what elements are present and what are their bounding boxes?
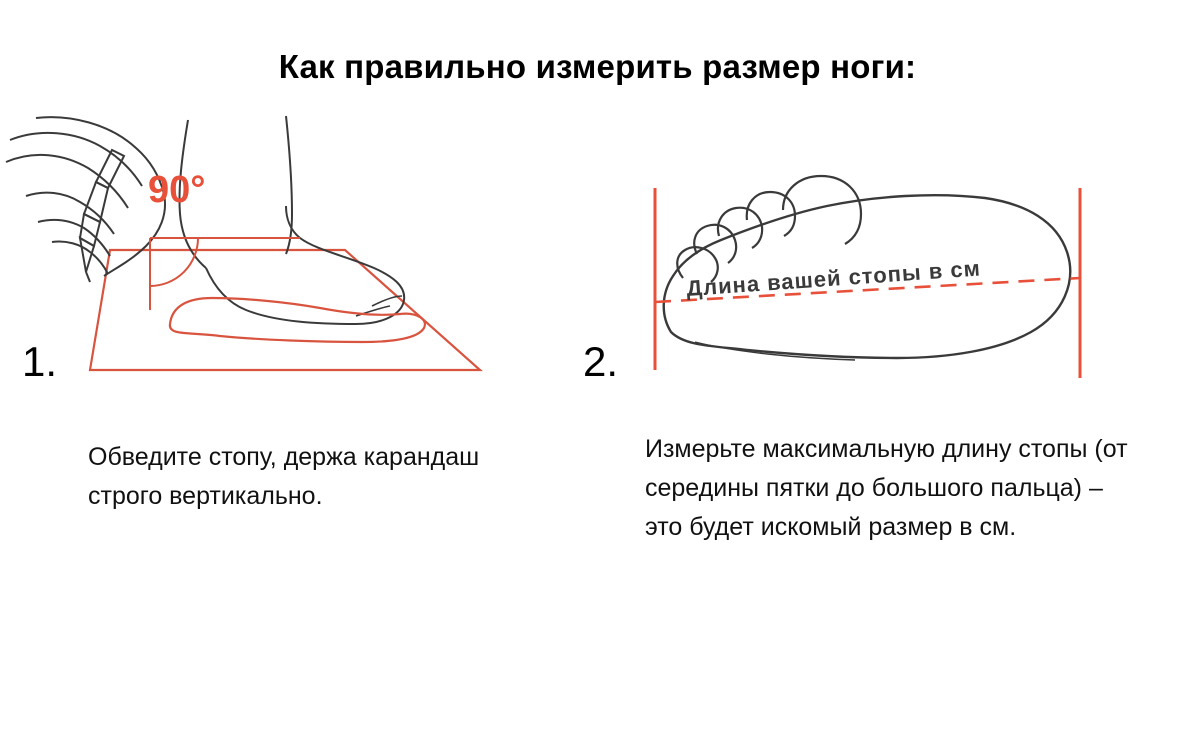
- step-2-number: 2.: [583, 338, 619, 385]
- step-1-caption: Обведите стопу, держа карандаш строго вертикально.: [88, 443, 480, 510]
- tracing-foot-with-pencil-illustration: [0, 110, 575, 410]
- step-2-block: [575, 110, 1195, 541]
- step-2-caption: Измерьте максимальную длину стопы (от середины пятки до большого пальца) – это будет искомый размер в см.: [645, 435, 1128, 541]
- measure-label-text: Длина вашей стопы в см: [685, 255, 982, 301]
- angle-label-text: 90°: [148, 169, 206, 211]
- page-title: Как правильно измерить размер ноги:: [278, 48, 917, 85]
- foot-outline-with-length-measurement-illustration: [575, 110, 1195, 410]
- step-1-block: [0, 110, 575, 510]
- step-2-figure: [575, 110, 1195, 410]
- step-1-figure: [0, 110, 575, 410]
- step-1-number: 1.: [22, 338, 58, 385]
